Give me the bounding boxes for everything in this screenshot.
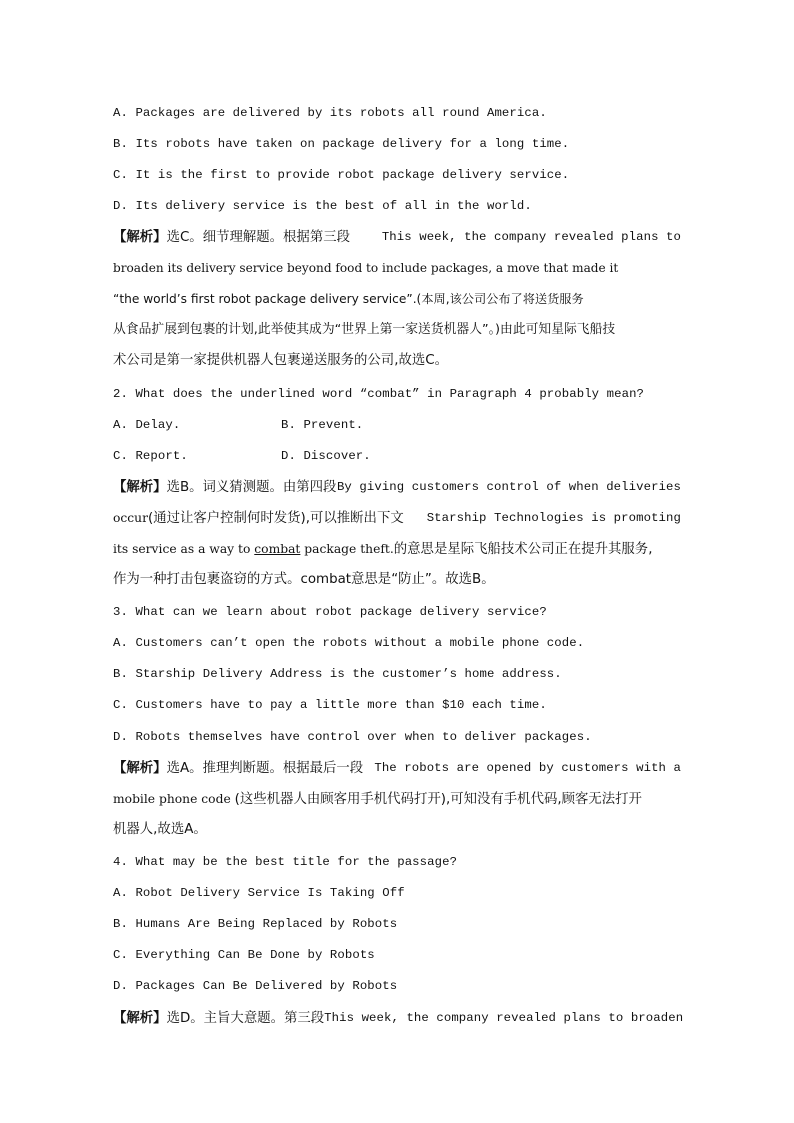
analysis-tag: 【解析】 xyxy=(113,230,167,245)
q2-analysis-lead: 选B。词义猜测题。由第四段 xyxy=(166,480,337,495)
analysis-tag: 【解析】 xyxy=(113,480,167,495)
q3-analysis-lead: 选A。推理判断题。根据最后一段 xyxy=(166,761,364,776)
q1-analysis-lead: 选C。细节理解题。根据第三段 xyxy=(166,230,350,245)
q2-analysis-gloss: (通过让客户控制何时发货),可以推断出下文 xyxy=(147,511,404,526)
q2-option-a: A. Delay. xyxy=(113,418,181,432)
q3-analysis-word: mobile phone code xyxy=(113,792,231,806)
q4-option-d: D. Packages Can Be Delivered by Robots xyxy=(113,979,398,993)
q3-option-c: C. Customers have to pay a little more than $10 each time. xyxy=(113,698,547,712)
underlined-word: combat xyxy=(254,542,301,556)
q1-option-b: B. Its robots have taken on package delivery for a long time. xyxy=(113,137,570,151)
q2-option-b: B. Prevent. xyxy=(281,418,364,432)
q1-analysis-line5: 术公司是第一家提供机器人包裹递送服务的公司,故选C。 xyxy=(113,353,448,368)
q1-analysis-quote: This week, the company revealed plans to xyxy=(381,230,681,244)
q2-analysis-quote: By giving customers control of when deliveries xyxy=(336,480,681,494)
analysis-tag: 【解析】 xyxy=(113,761,167,776)
q2-options-row2 xyxy=(113,448,681,464)
q1-analysis-line1 xyxy=(113,229,681,246)
q2-analysis-word: occur xyxy=(113,511,148,525)
q1-option-d: D. Its delivery service is the best of all in the world. xyxy=(113,199,532,213)
q1-option-c: C. It is the first to provide robot package delivery service. xyxy=(113,168,570,182)
q2-analysis-quote2: Starship Technologies is promoting xyxy=(426,511,681,525)
analysis-tag: 【解析】 xyxy=(113,1011,167,1026)
q3-analysis-line2 xyxy=(113,791,681,808)
q2-options-row1 xyxy=(113,417,681,433)
q3-option-d: D. Robots themselves have control over when to deliver packages. xyxy=(113,730,592,744)
q3-option-b: B. Starship Delivery Address is the customer’s home address. xyxy=(113,667,562,681)
q2-analysis-gloss2: 的意思是星际飞船技术公司正在提升其服务, xyxy=(393,542,653,557)
q2-analysis-line1 xyxy=(113,479,681,496)
q2-analysis-text: its service as a way to xyxy=(113,542,255,556)
q4-option-c: C. Everything Can Be Done by Robots xyxy=(113,948,375,962)
q4-analysis-lead: 选D。主旨大意题。第三段 xyxy=(166,1011,325,1026)
q3-option-a: A. Customers can’t open the robots without a mobile phone code. xyxy=(113,636,585,650)
q2-analysis-line4: 作为一种打击包裹盗窃的方式。combat意思是“防止”。故选B。 xyxy=(113,572,495,587)
q3-analysis-gloss: (这些机器人由顾客用手机代码打开),可知没有手机代码,顾客无法打开 xyxy=(234,792,642,807)
q4-analysis-line1 xyxy=(113,1010,684,1027)
q2-option-d: D. Discover. xyxy=(281,449,371,463)
q2-analysis-line3 xyxy=(113,541,681,558)
q1-analysis-line3: “the world’s first robot package delivery service”.(本周,该公司公布了将送货服务 xyxy=(113,292,584,306)
q3-analysis-line3: 机器人,故选A。 xyxy=(113,822,207,837)
q4-option-a: A. Robot Delivery Service Is Taking Off xyxy=(113,886,405,900)
q2-analysis-line2 xyxy=(113,510,681,527)
q3-analysis-quote: The robots are opened by customers with a xyxy=(374,761,681,775)
q1-analysis-line4: 从食品扩展到包裹的计划,此举使其成为“世界上第一家送货机器人”。)由此可知星际飞船技 xyxy=(113,322,616,337)
q1-analysis-line2: broaden its delivery service beyond food to include packages, a move that made it xyxy=(113,261,619,275)
q4-question: 4. What may be the best title for the passage? xyxy=(113,855,458,869)
q3-analysis-line1 xyxy=(113,760,681,777)
q3-question: 3. What can we learn about robot package delivery service? xyxy=(113,605,547,619)
q4-analysis-quote: This week, the company revealed plans to broaden xyxy=(324,1011,684,1025)
q4-option-b: B. Humans Are Being Replaced by Robots xyxy=(113,917,398,931)
q1-option-a: A. Packages are delivered by its robots all round America. xyxy=(113,106,547,120)
q2-question: 2. What does the underlined word “combat” in Paragraph 4 probably mean? xyxy=(113,387,645,401)
q2-analysis-text2: package theft. xyxy=(300,542,394,556)
q2-option-c: C. Report. xyxy=(113,449,188,463)
